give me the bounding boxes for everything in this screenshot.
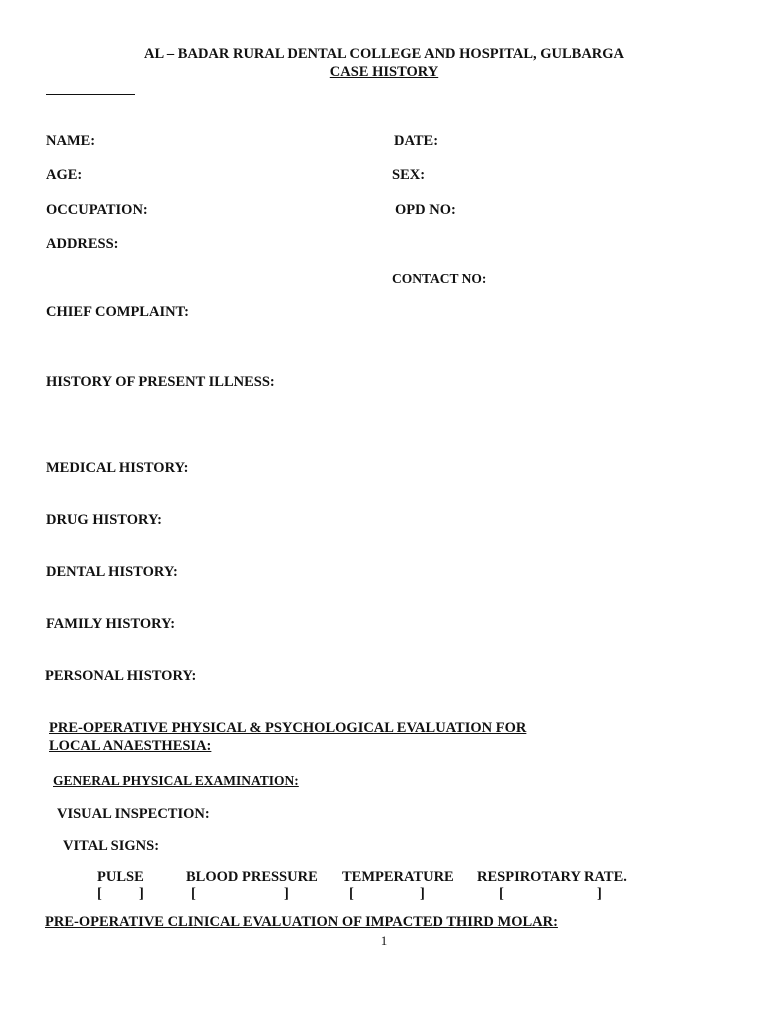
age-label: AGE:	[46, 167, 83, 183]
evaluation-title-line2: LOCAL ANAESTHESIA:	[49, 738, 212, 754]
occupation-label: OCCUPATION:	[46, 202, 148, 218]
chief-complaint-label: CHIEF COMPLAINT:	[46, 304, 189, 320]
institution-title: AL – BADAR RURAL DENTAL COLLEGE AND HOSPITAL, GULBARGA	[143, 46, 625, 62]
visual-inspection-label: VISUAL INSPECTION:	[57, 806, 210, 822]
date-label: DATE:	[394, 133, 439, 149]
address-label: ADDRESS:	[46, 236, 119, 252]
respiratory-bracket-open: [	[499, 886, 504, 902]
respiratory-bracket-close: ]	[597, 886, 602, 902]
family-history-label: FAMILY HISTORY:	[46, 616, 176, 632]
form-title: CASE HISTORY	[329, 64, 439, 80]
vital-label-temperature: TEMPERATURE	[342, 869, 454, 885]
third-molar-heading: PRE-OPERATIVE CLINICAL EVALUATION OF IMPACTED THIRD MOLAR:	[45, 914, 558, 930]
vital-label-respiratory-rate: RESPIROTARY RATE.	[477, 869, 627, 885]
page-number: 1	[380, 933, 388, 948]
sex-label: SEX:	[392, 167, 426, 183]
header-rule	[46, 94, 135, 95]
bp-bracket-close: ]	[284, 886, 289, 902]
opd-no-label: OPD NO:	[395, 202, 456, 218]
pulse-bracket-close: ]	[139, 886, 144, 902]
bp-bracket-open: [	[191, 886, 196, 902]
pulse-bracket-open: [	[97, 886, 102, 902]
vital-signs-label: VITAL SIGNS:	[63, 838, 160, 854]
vital-label-pulse: PULSE	[97, 869, 144, 885]
present-illness-label: HISTORY OF PRESENT ILLNESS:	[46, 374, 275, 390]
temperature-bracket-close: ]	[420, 886, 425, 902]
name-label: NAME:	[46, 133, 96, 149]
dental-history-label: DENTAL HISTORY:	[46, 564, 178, 580]
drug-history-label: DRUG HISTORY:	[46, 512, 162, 528]
vital-label-blood-pressure: BLOOD PRESSURE	[186, 869, 318, 885]
medical-history-label: MEDICAL HISTORY:	[46, 460, 189, 476]
temperature-bracket-open: [	[349, 886, 354, 902]
contact-no-label: CONTACT NO:	[392, 271, 487, 286]
general-exam-heading: GENERAL PHYSICAL EXAMINATION:	[53, 773, 299, 788]
personal-history-label: PERSONAL HISTORY:	[45, 668, 197, 684]
evaluation-title-line1: PRE-OPERATIVE PHYSICAL & PSYCHOLOGICAL EVALUATION FOR	[49, 720, 527, 736]
